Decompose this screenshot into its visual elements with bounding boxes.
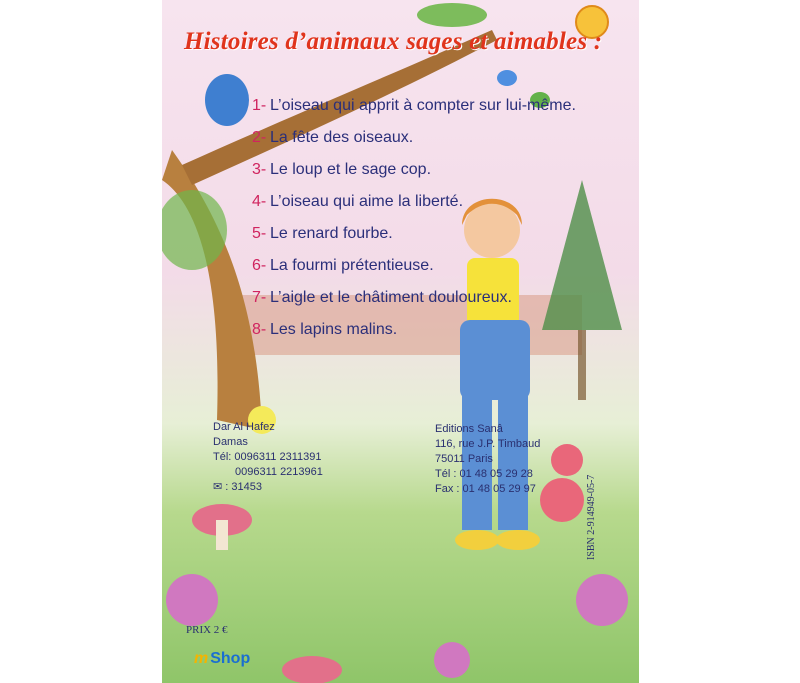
publisher-po-box: ✉ : 31453 bbox=[213, 481, 262, 493]
shop-logo-text: Shop bbox=[210, 650, 251, 667]
shop-logo-mark: m bbox=[194, 650, 209, 667]
isbn-label: ISBN 2-914949-05-7 bbox=[586, 474, 597, 560]
list-item bbox=[252, 96, 582, 116]
publisher-name: Dar Al Hafez bbox=[213, 421, 275, 433]
tree-trunk bbox=[162, 150, 262, 430]
list-item bbox=[252, 224, 582, 244]
story-number: 8- bbox=[252, 321, 267, 338]
price-label: PRIX 2 € bbox=[186, 624, 228, 636]
blue-bird bbox=[205, 74, 249, 126]
publisher-city: Damas bbox=[213, 436, 248, 448]
story-title: Les lapins malins. bbox=[270, 321, 398, 338]
story-title: Le renard fourbe. bbox=[270, 225, 393, 242]
publisher-left-contact bbox=[213, 420, 323, 495]
list-item bbox=[252, 128, 582, 148]
list-item bbox=[252, 192, 582, 212]
leaves bbox=[417, 3, 487, 27]
list-item bbox=[252, 160, 582, 180]
story-title: L’oiseau qui apprit à compter sur lui-même. bbox=[270, 97, 576, 114]
list-item bbox=[252, 288, 582, 308]
story-list bbox=[252, 96, 582, 352]
story-number: 2- bbox=[252, 129, 267, 146]
publisher-name: Editions Sanâ bbox=[435, 423, 503, 435]
story-title: La fête des oiseaux. bbox=[270, 129, 414, 146]
list-item bbox=[252, 256, 582, 276]
cover-title: Histoires d’animaux sages et aimables : bbox=[184, 28, 603, 55]
story-number: 4- bbox=[252, 193, 267, 210]
book-back-cover bbox=[162, 0, 639, 683]
story-number: 3- bbox=[252, 161, 267, 178]
story-title: L’aigle et le châtiment douloureux. bbox=[270, 289, 512, 306]
shop-logo bbox=[194, 650, 250, 668]
story-number: 5- bbox=[252, 225, 267, 242]
story-title: La fourmi prétentieuse. bbox=[270, 257, 434, 274]
publisher-phone: Tél : 01 48 05 29 28 bbox=[435, 468, 533, 480]
publisher-phone-2: 0096311 2213961 bbox=[235, 466, 323, 478]
story-number: 1- bbox=[252, 97, 267, 114]
story-number: 6- bbox=[252, 257, 267, 274]
publisher-street: 116, rue J.P. Timbaud bbox=[435, 438, 541, 450]
story-title: L’oiseau qui aime la liberté. bbox=[270, 193, 464, 210]
story-number: 7- bbox=[252, 289, 267, 306]
publisher-city: 75011 Paris bbox=[435, 453, 493, 465]
publisher-fax: Fax : 01 48 05 29 97 bbox=[435, 483, 536, 495]
story-title: Le loup et le sage cop. bbox=[270, 161, 432, 178]
list-item bbox=[252, 320, 582, 340]
publisher-right-contact bbox=[435, 422, 540, 497]
publisher-phone: Tél: 0096311 2311391 bbox=[213, 451, 322, 463]
